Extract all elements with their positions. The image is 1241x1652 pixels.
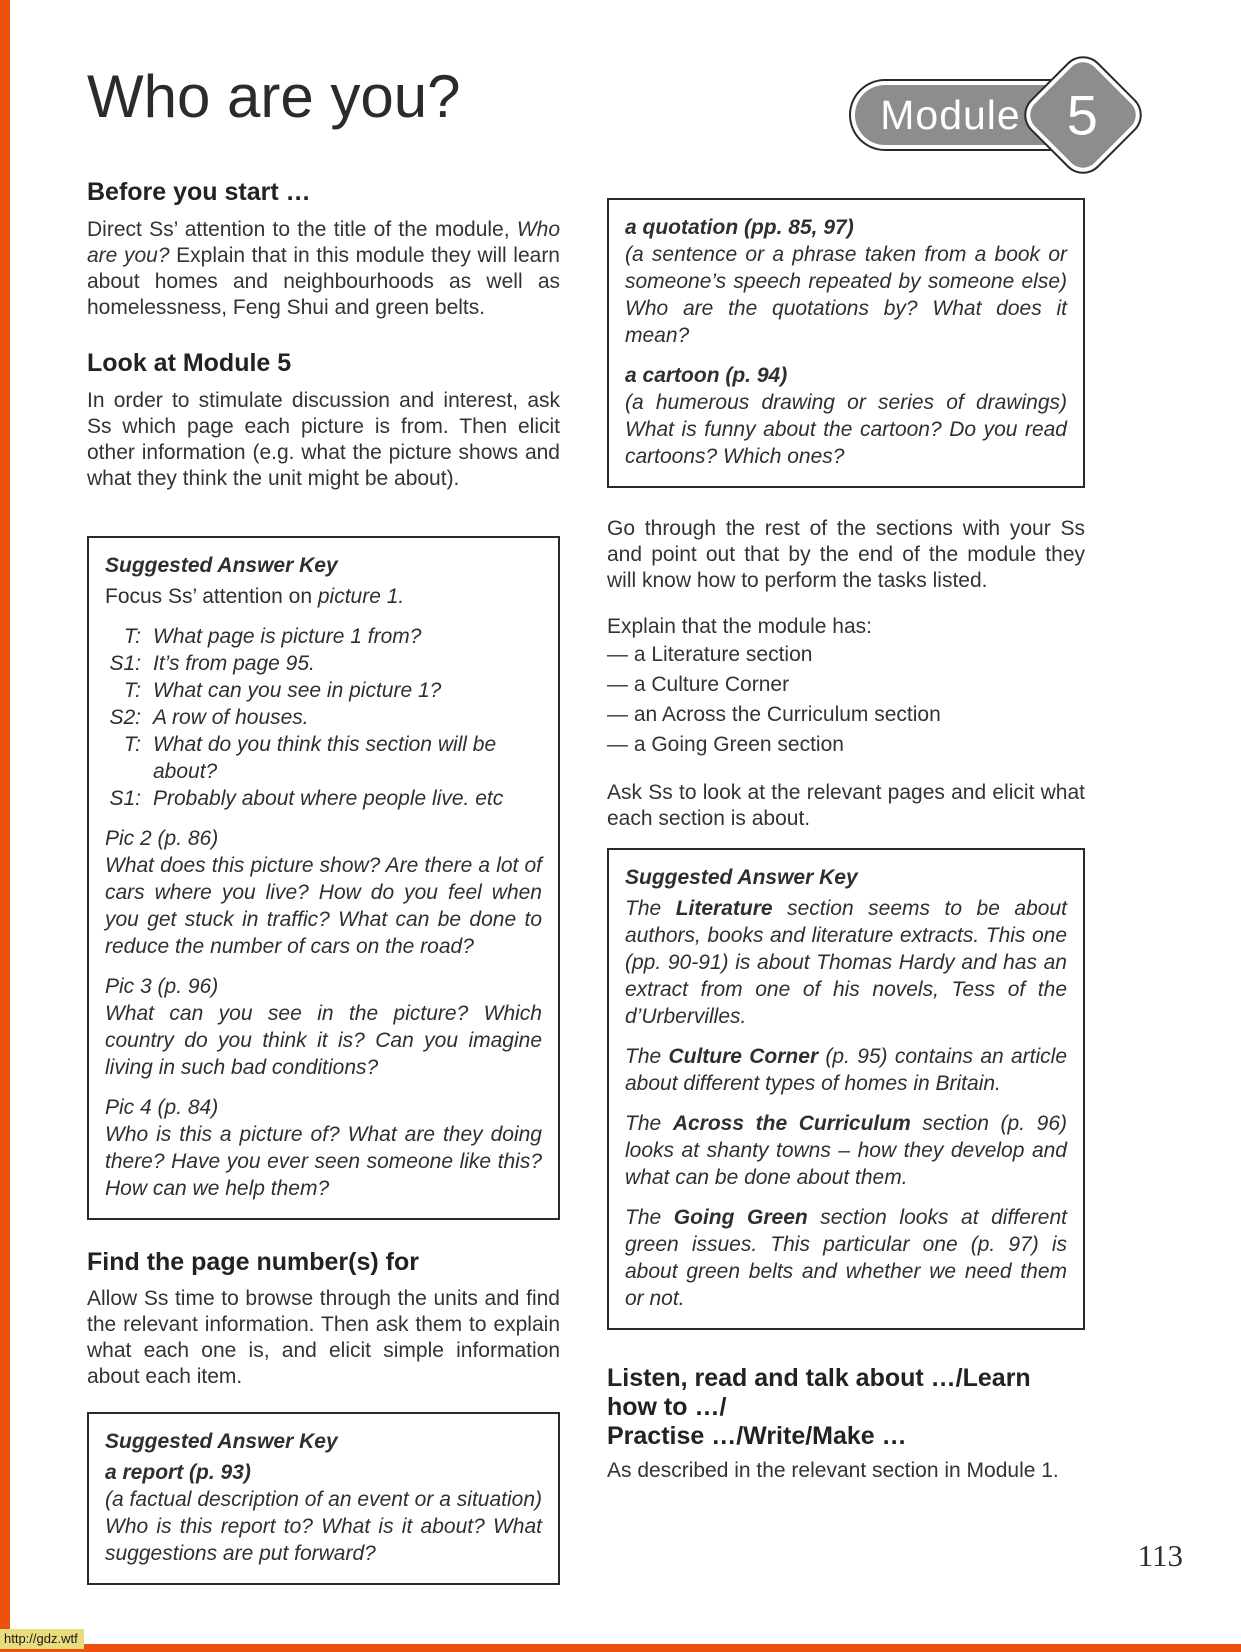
answer-key-box-pictures bbox=[87, 536, 560, 1220]
report-label: a report (p. 93) bbox=[105, 1461, 251, 1485]
pic-note-label: Pic 2 (p. 86) bbox=[105, 826, 219, 850]
dialogue-line: What do you think this section will be about? bbox=[153, 732, 497, 783]
answer-key-box-sections bbox=[607, 848, 1085, 1330]
heading-before-you-start: Before you start … bbox=[87, 178, 311, 206]
heading-listen-read-talk bbox=[607, 1364, 1085, 1450]
list-item: — an Across the Curriculum section bbox=[607, 703, 941, 726]
answer-key-title: Suggested Answer Key bbox=[105, 553, 338, 577]
pic-note bbox=[105, 825, 542, 960]
pic-note-text: Who is this a picture of? What are they doing there? Have you ever seen someone like this? How can we help them? bbox=[105, 1122, 542, 1200]
across-curriculum-paragraph: The Across the Curriculum section (p. 96) looks at shanty towns – how they develop and what can be done about them. bbox=[625, 1112, 1068, 1189]
literature-paragraph: The Literature section seems to be about authors, books and literature extracts. This one (pp. 90-91) is about Thomas Hardy and has an extract from one of his novels, Tess of the d’Urbervilles. bbox=[625, 897, 1067, 1028]
dialogue-line: It’s from page 95. bbox=[153, 651, 315, 675]
pic-note-text: What does this picture show? Are there a lot of cars where you live? How do you feel when you get stuck in traffic? What can be done to reduce the number of cars on the road? bbox=[105, 853, 542, 958]
paragraph-before-you-start: Direct Ss’ attention to the title of the module, Who are you? Explain that in this module they will learn about homes and neighbourhoods as well as homelessness, Feng Shui and green belts. bbox=[87, 217, 560, 319]
paragraph-as-described: As described in the relevant section in Module 1. bbox=[607, 1459, 1059, 1483]
module-sections-list bbox=[607, 640, 1085, 760]
module-badge bbox=[855, 85, 1155, 195]
going-green-paragraph: The Going Green section looks at different green issues. This particular one (p. 97) is about green belts and whether we need them or not. bbox=[625, 1206, 1068, 1310]
page-title: Who are you? bbox=[87, 63, 461, 130]
dialogue-speaker: T: bbox=[123, 678, 141, 702]
answer-key-title: Suggested Answer Key bbox=[105, 1430, 338, 1454]
module-badge-label: Module bbox=[880, 91, 1021, 138]
dialogue-speaker: T: bbox=[123, 732, 141, 756]
heading-look-at-module: Look at Module 5 bbox=[87, 348, 292, 377]
pic-note-label: Pic 3 (p. 96) bbox=[105, 974, 219, 998]
quotation-text: (a sentence or a phrase taken from a book or someone’s speech repeated by someone else) Who are the quotations by? What does it mean? bbox=[625, 243, 1067, 347]
pic-note bbox=[105, 1094, 542, 1202]
heading-line: Listen, read and talk about …/Learn how to …/ bbox=[607, 1364, 1031, 1421]
dialogue-speaker: S1: bbox=[109, 651, 141, 675]
cartoon-note bbox=[625, 362, 1067, 470]
list-item: — a Culture Corner bbox=[607, 673, 790, 696]
left-column bbox=[87, 178, 560, 1585]
list-item: — a Literature section bbox=[607, 643, 813, 666]
paragraph-explain: Explain that the module has: bbox=[607, 615, 873, 638]
module-badge-diamond bbox=[1024, 56, 1143, 175]
module-badge-number: 5 bbox=[1067, 83, 1099, 147]
paragraph-go-through: Go through the rest of the sections with your Ss and point out that by the end of the module they will know how to perform the tasks listed. bbox=[607, 517, 1085, 592]
page-edge-bottom-bar bbox=[0, 1644, 1241, 1652]
watermark-url: http://gdz.wtf bbox=[0, 1629, 84, 1649]
quotation-cartoon-box bbox=[607, 198, 1085, 488]
pic-note-label: Pic 4 (p. 84) bbox=[105, 1095, 219, 1119]
dialogue-line: What page is picture 1 from? bbox=[153, 624, 422, 648]
heading-line: Practise …/Write/Make … bbox=[607, 1421, 907, 1450]
cartoon-text: (a humerous drawing or series of drawings) What is funny about the cartoon? Do you read cartoons? Which ones? bbox=[625, 391, 1067, 468]
dialogue-line: Probably about where people live. etc bbox=[153, 786, 504, 810]
page-edge-left-bar bbox=[0, 0, 10, 1652]
report-text: (a factual description of an event or a situation) Who is this report to? What is it about? What suggestions are put forward? bbox=[105, 1488, 542, 1566]
dialogue-line: What can you see in picture 1? bbox=[153, 678, 442, 702]
right-column bbox=[607, 198, 1085, 1490]
paragraph-find-page-numbers: Allow Ss time to browse through the units and find the relevant information. Then ask them to explain what each one is, and elicit simple information about each item. bbox=[87, 1287, 560, 1389]
heading-find-page-numbers: Find the page number(s) for bbox=[87, 1247, 419, 1276]
page-number: 113 bbox=[1137, 1538, 1183, 1573]
dialogue-speaker: T: bbox=[123, 624, 141, 648]
cartoon-label: a cartoon (p. 94) bbox=[625, 364, 788, 387]
dialogue-speaker: S2: bbox=[109, 705, 141, 729]
dialogue bbox=[105, 623, 542, 812]
quotation-label: a quotation (pp. 85, 97) bbox=[625, 216, 854, 239]
dialogue-line: A row of houses. bbox=[153, 705, 309, 729]
pic-note-text: What can you see in the picture? Which country do you think it is? Can you imagine living in such bad conditions? bbox=[105, 1001, 542, 1079]
paragraph-look-at-module: In order to stimulate discussion and interest, ask Ss which page each picture is from. Then elicit other information (e.g. what the picture shows and what they think the unit might be about). bbox=[87, 388, 560, 490]
paragraph-ask-ss: Ask Ss to look at the relevant pages and elicit what each section is about. bbox=[607, 781, 1085, 830]
list-item: — a Going Green section bbox=[607, 733, 844, 756]
pic-note bbox=[105, 973, 542, 1081]
dialogue-speaker: S1: bbox=[109, 786, 141, 810]
answer-key-intro: Focus Ss’ attention on picture 1. bbox=[105, 584, 405, 608]
answer-key-title: Suggested Answer Key bbox=[625, 866, 858, 889]
answer-key-box-report bbox=[87, 1412, 560, 1585]
culture-corner-paragraph: The Culture Corner (p. 95) contains an article about different types of homes in Britain. bbox=[625, 1045, 1068, 1095]
